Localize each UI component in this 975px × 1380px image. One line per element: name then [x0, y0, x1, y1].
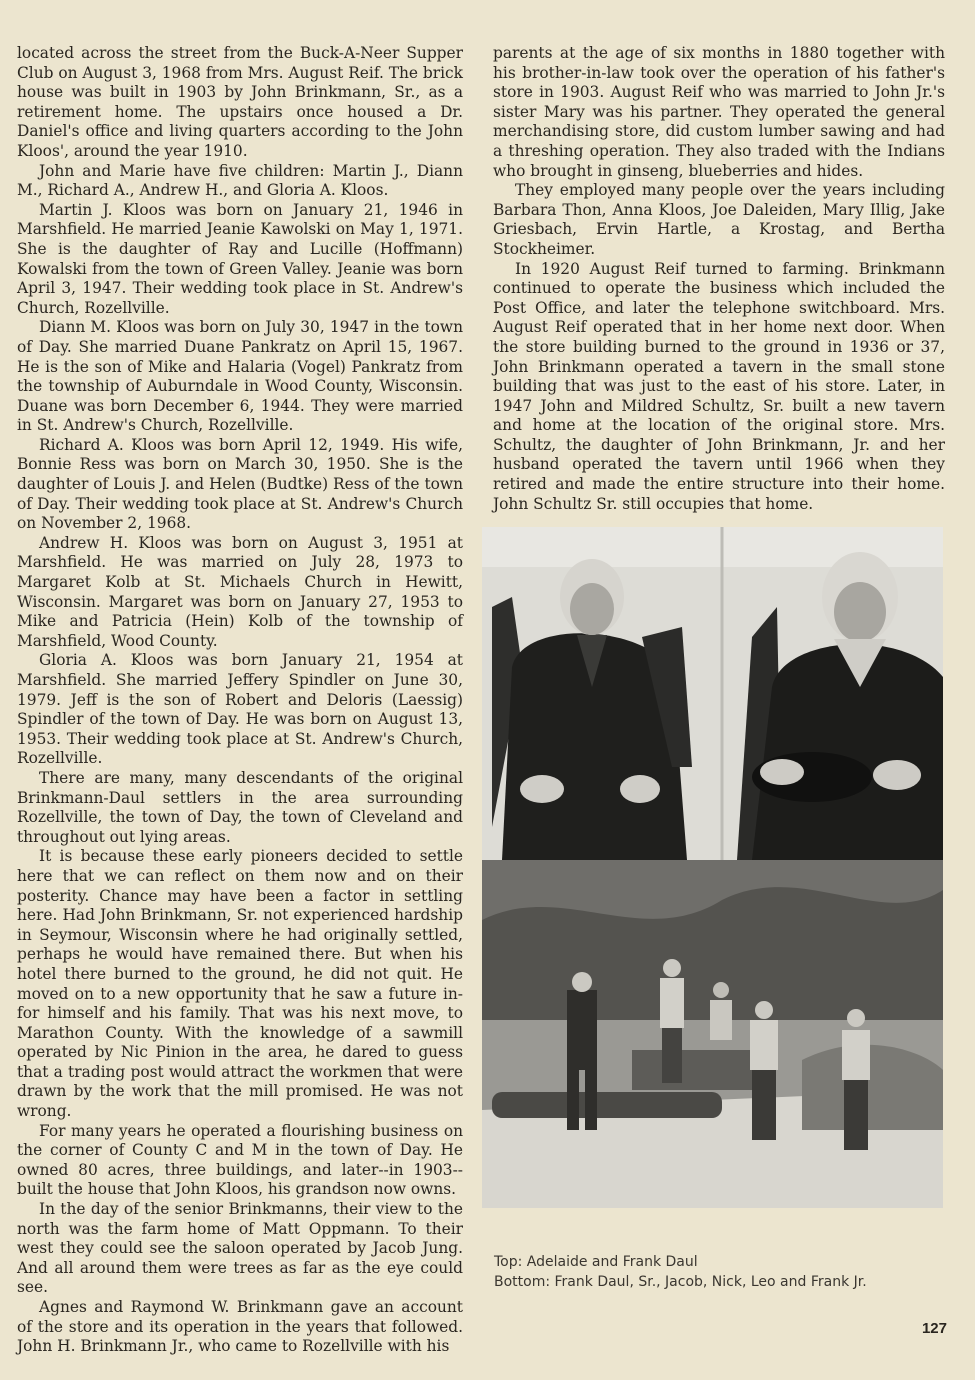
- lumber-camp-photo: [482, 860, 943, 1208]
- paragraph: Andrew H. Kloos was born on August 3, 1951 at Marshfield. He was married on July 28, 1973 to Margaret Kolb at St. Michaels Church in Hewitt, Wisconsin. Margaret was born on January 27, 1953 to Mike and Patricia (Hein) Kolb of the township of Marshfield, Wood County.: [17, 533, 463, 650]
- paragraph: Richard A. Kloos was born April 12, 1949. His wife, Bonnie Ress was born on March 30, 1950. She is the daughter of Louis J. and Helen (Budtke) Ress of the town of Day. Their wedding took place at St. Andrew's Church on November 2, 1968.: [17, 435, 463, 533]
- paragraph: There are many, many descendants of the original Brinkmann-Daul settlers in the area surrounding Rozellville, the town of Day, the town of Cleveland and throughout out lying areas.: [17, 768, 463, 846]
- lumber-camp-photo-image: [482, 860, 943, 1208]
- paragraph: parents at the age of six months in 1880 together with his brother-in-law took over the operation of his father's store in 1903. August Reif who was married to John Jr.'s sister Mary was his partner. They operated the general merchandising store, did custom lumber sawing and had a threshing operation. They also traded with the Indians who brought in ginseng, blueberries and hides.: [493, 44, 945, 180]
- right-text-column: [493, 44, 945, 514]
- paragraph: For many years he operated a flourishing business on the corner of County C and M in the town of Day. He owned 80 acres, three buildings, and later--in 1903--built the house that John Kloos, his grandson now owns.: [17, 1121, 463, 1199]
- paragraph: Martin J. Kloos was born on January 21, 1946 in Marshfield. He married Jeanie Kawolski on May 1, 1971. She is the daughter of Ray and Lucille (Hoffmann) Kowalski from the town of Green Valley. Jeanie was born April 3, 1947. Their wedding took place in St. Andrew's Church, Rozellville.: [17, 200, 463, 317]
- left-text-column: [17, 44, 463, 1357]
- paragraph: Agnes and Raymond W. Brinkmann gave an account of the store and its operation in the years that followed. John H. Brinkmann Jr., who came to Rozellville with his: [17, 1298, 463, 1356]
- portrait-photo: [482, 527, 943, 860]
- paragraph: Diann M. Kloos was born on July 30, 1947 in the town of Day. She married Duane Pankratz on April 15, 1967. He is the son of Mike and Halaria (Vogel) Pankratz from the township of Auburndale in Wood County, Wisconsin. Duane was born December 6, 1944. They were married in St. Andrew's Church, Rozellville.: [17, 318, 463, 435]
- portrait-photo-image: [482, 527, 943, 860]
- paragraph: Gloria A. Kloos was born January 21, 1954 at Marshfield. She married Jeffery Spindler on June 30, 1979. Jeff is the son of Robert and Deloris (Laessig) Spindler of the town of Day. He was born on August 13, 1953. Their wedding took place at St. Andrew's Church, Rozellville.: [17, 651, 463, 768]
- photo-caption: [494, 1252, 944, 1292]
- paragraph: In 1920 August Reif turned to farming. Brinkmann continued to operate the business which included the Post Office, and later the telephone switchboard. Mrs. August Reif operated that in her home next door. When the store building burned to the ground in 1936 or 37, John Brinkmann operated a tavern in the small stone building that was just to the east of his store. Later, in 1947 John and Mildred Schultz, Sr. built a new tavern and home at the location of the original store. Mrs. Schultz, the daughter of John Brinkmann, Jr. and her husband operated the tavern until 1966 when they retired and made the entire structure into their home. John Schultz Sr. still occupies that home.: [493, 259, 945, 513]
- paragraph: They employed many people over the years including Barbara Thon, Anna Kloos, Joe Daleiden, Mary Illig, Jake Griesbach, Ervin Hartle, a Krostag, and Bertha Stockheimer.: [493, 181, 945, 258]
- paragraph: It is because these early pioneers decided to settle here that we can reflect on them now and on their posterity. Chance may have been a factor in settling here. Had John Brinkmann, Sr. not experienced hardship in Seymour, Wisconsin where he had originally settled, perhaps he would have remained there. But when his hotel there burned to the ground, he did not quit. He moved on to a new opportunity that he saw a future in-for himself and his family. That was his next move, to Marathon County. With the knowledge of a sawmill operated by Nic Pinion in the area, he dared to guess that a trading post would attract the workmen that were drawn by the work that the mill promised. He was not wrong.: [17, 847, 463, 1121]
- paragraph: In the day of the senior Brinkmanns, their view to the north was the farm home of Matt Oppmann. To their west they could see the saloon operated by Jacob Jung. And all around them were trees as far as the eye could see.: [17, 1200, 463, 1297]
- caption-top: Top: Adelaide and Frank Daul: [494, 1254, 698, 1270]
- page-number: 127: [921, 1320, 947, 1337]
- paragraph: located across the street from the Buck-A-Neer Supper Club on August 3, 1968 from Mrs. August Reif. The brick house was built in 1903 by John Brinkmann, Sr., as a retirement home. The upstairs once housed a Dr. Daniel's office and living quarters according to the John Kloos', around the year 1910.: [17, 44, 464, 160]
- paragraph: John and Marie have five children: Martin J., Diann M., Richard A., Andrew H., and Gloria A. Kloos.: [17, 161, 463, 200]
- caption-bottom: Bottom: Frank Daul, Sr., Jacob, Nick, Leo and Frank Jr.: [494, 1274, 867, 1290]
